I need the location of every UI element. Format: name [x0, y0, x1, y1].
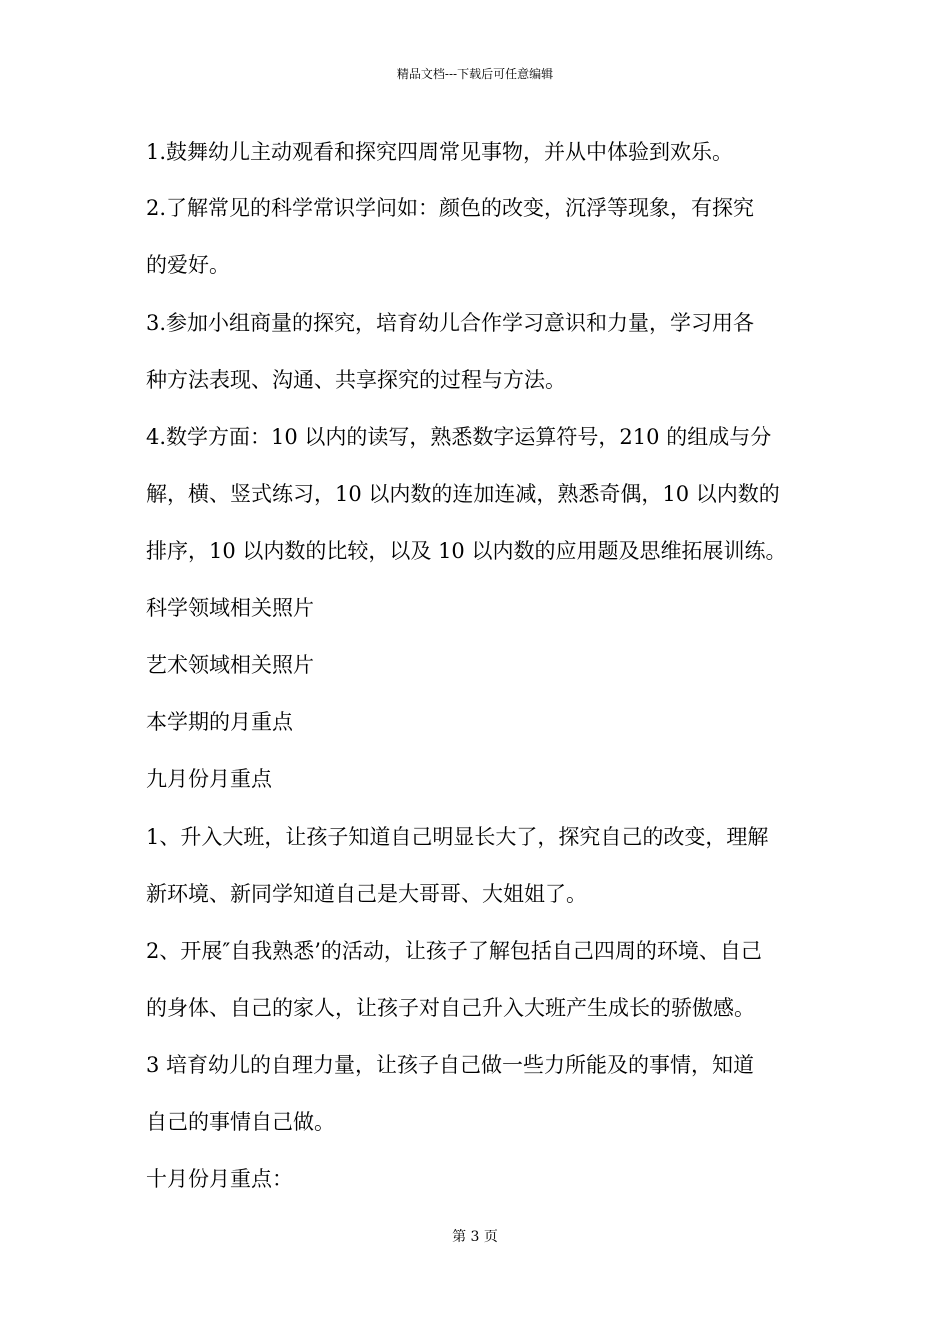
section-heading: 本学期的月重点	[146, 710, 293, 734]
body-line: 4.数学方面：10 以内的读写，熟悉数字运算符号，210 的组成与分	[146, 425, 772, 449]
page-header: 精品文档---下载后可任意编辑	[396, 67, 554, 81]
body-line: 3.参加小组商量的探究，培育幼儿合作学习意识和力量，学习用各	[146, 311, 755, 335]
body-line: 自己的事情自己做。	[146, 1110, 335, 1134]
body-line: 排序，10 以内数的比较，以及 10 以内数的应用题及思维拓展训练。	[146, 539, 787, 563]
body-line: 解，横、竖式练习，10 以内数的连加连减，熟悉奇偶，10 以内数的	[146, 482, 780, 506]
body-line: 2、开展″自我熟悉’的活动，让孩子了解包括自己四周的环境、自己	[146, 939, 762, 963]
body-line: 3 培育幼儿的自理力量，让孩子自己做一些力所能及的事情，知道	[146, 1053, 755, 1077]
section-heading: 科学领域相关照片	[146, 596, 314, 620]
body-line: 新环境、新同学知道自己是大哥哥、大姐姐了。	[146, 882, 587, 906]
section-heading: 九月份月重点	[146, 767, 272, 791]
body-line: 1、升入大班，让孩子知道自己明显长大了，探究自己的改变，理解	[146, 825, 769, 849]
section-heading: 十月份月重点：	[146, 1167, 293, 1191]
body-line: 2.了解常见的科学常识学问如：颜色的改变，沉浮等现象，有探究	[146, 196, 755, 220]
body-line: 种方法表现、沟通、共享探究的过程与方法。	[146, 368, 566, 392]
body-line: 的身体、自己的家人，让孩子对自己升入大班产生成长的骄傲感。	[146, 996, 755, 1020]
body-line: 1.鼓舞幼儿主动观看和探究四周常见事物，并从中体验到欢乐。	[146, 140, 734, 164]
section-heading: 艺术领域相关照片	[146, 653, 314, 677]
page-number: 第 3 页	[452, 1229, 498, 1245]
body-line: 的爱好。	[146, 253, 230, 277]
